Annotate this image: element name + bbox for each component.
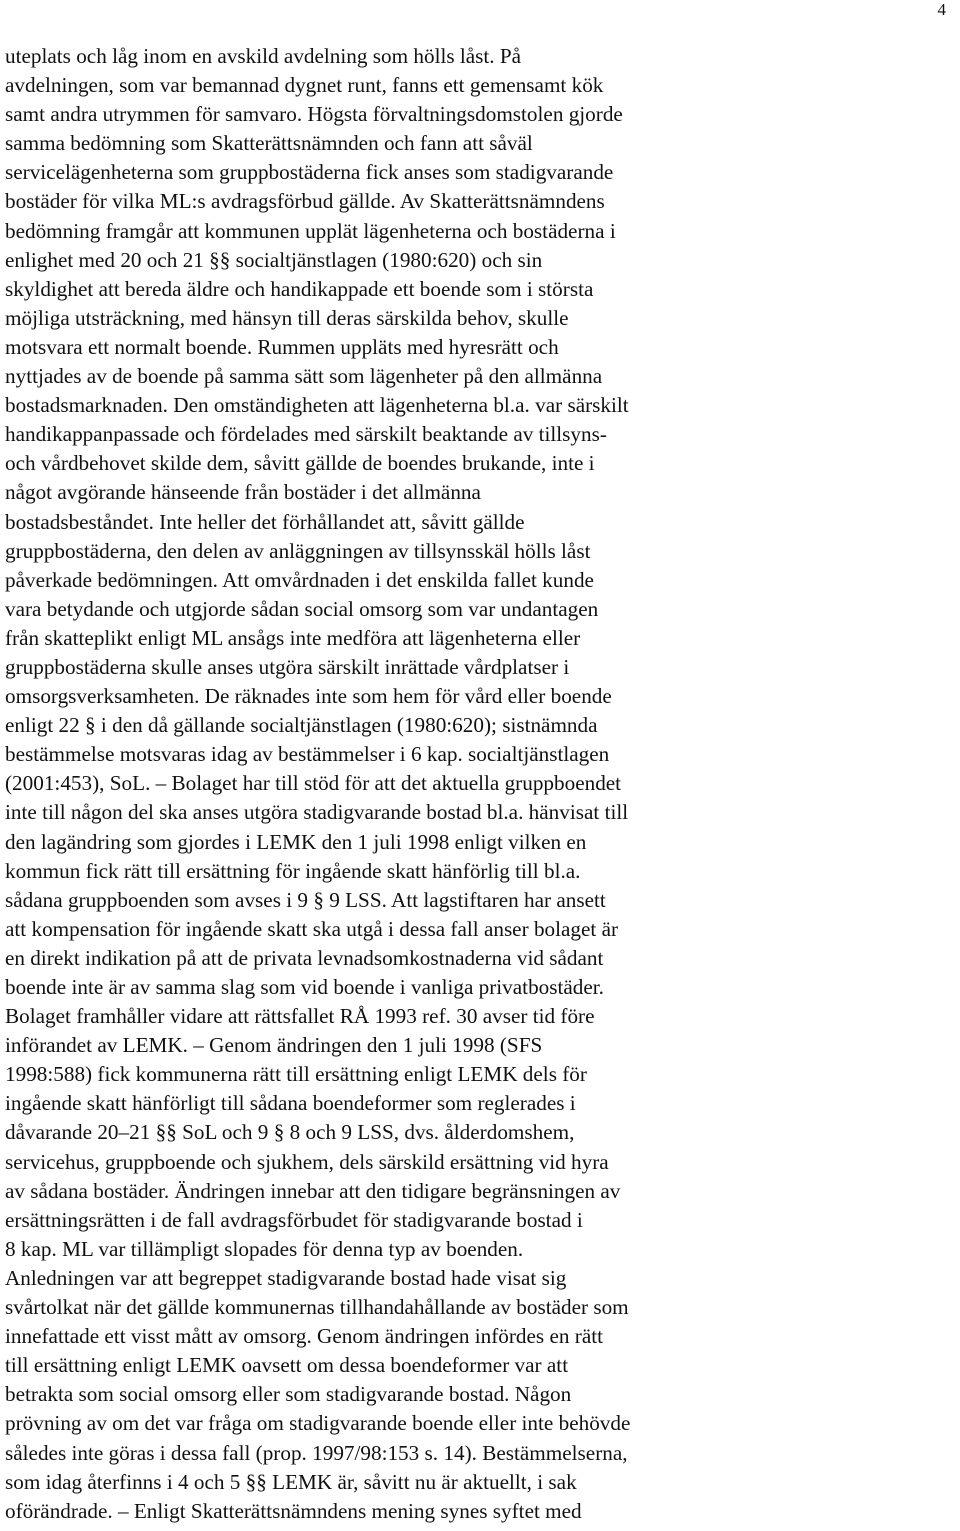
text-line: som idag återfinns i 4 och 5 §§ LEMK är, såvitt nu är aktuellt, i sak xyxy=(5,1469,577,1494)
text-line: Bolaget framhåller vidare att rättsfallet RÅ 1993 ref. 30 avser tid före xyxy=(5,1004,595,1029)
text-line: vara betydande och utgjorde sådan social omsorg som var undantagen xyxy=(5,596,599,621)
text-line: att kompensation för ingående skatt ska utgå i dessa fall anser bolaget är xyxy=(5,916,619,941)
text-line: 1998:588) fick kommunerna rätt till ersättning enligt LEMK dels för xyxy=(5,1062,587,1087)
text-line: motsvara ett normalt boende. Rummen uppläts med hyresrätt och xyxy=(5,334,559,359)
text-line: samt andra utrymmen för samvaro. Högsta förvaltningsdomstolen gjorde xyxy=(5,102,623,127)
text-line: samma bedömning som Skatterättsnämnden och fann att såväl xyxy=(5,131,533,156)
text-line: servicelägenheterna som gruppbostäderna fick anses som stadigvarande xyxy=(5,160,614,185)
text-line: införandet av LEMK. – Genom ändringen den 1 juli 1998 (SFS xyxy=(5,1033,543,1058)
text-line: avdelningen, som var bemannad dygnet runt, fanns ett gemensamt kök xyxy=(5,73,604,98)
text-line: skyldighet att bereda äldre och handikappade ett boende som i största xyxy=(5,276,594,301)
page-number: 4 xyxy=(937,0,946,19)
text-line: servicehus, gruppboende och sjukhem, dels särskild ersättning vid hyra xyxy=(5,1149,609,1174)
text-line: och vårdbehovet skilde dem, såvitt gällde de boendes brukande, inte i xyxy=(5,451,595,476)
text-line: kommun fick rätt till ersättning för ingående skatt hänförlig till bl.a. xyxy=(5,858,581,883)
text-line: från skatteplikt enligt ML ansågs inte medföra att lägenheterna eller xyxy=(5,625,581,650)
text-line: den lagändring som gjordes i LEMK den 1 juli 1998 enligt vilken en xyxy=(5,829,587,854)
text-line: inte till någon del ska anses utgöra stadigvarande bostad bl.a. hänvisat till xyxy=(5,800,629,825)
text-line: sådana gruppboenden som avses i 9 § 9 LSS. Att lagstiftaren har ansett xyxy=(5,887,606,912)
text-line: till ersättning enligt LEMK oavsett om dessa boendeformer var att xyxy=(5,1353,569,1378)
text-line: gruppbostäderna, den delen av anläggningen av tillsynsskäl hölls låst xyxy=(5,538,591,563)
text-line: uteplats och låg inom en avskild avdelning som hölls låst. På xyxy=(5,44,522,68)
text-line: betrakta som social omsorg eller som stadigvarande bostad. Någon xyxy=(5,1382,572,1407)
text-line: innefattade ett visst mått av omsorg. Genom ändringen infördes en rätt xyxy=(5,1324,603,1349)
text-line: svårtolkat när det gällde kommunernas tillhandahållande av bostäder som xyxy=(5,1295,629,1320)
text-line: dåvarande 20–21 §§ SoL och 9 § 8 och 9 LSS, dvs. ålderdomshem, xyxy=(5,1120,575,1145)
text-line: något avgörande hänseende från bostäder i det allmänna xyxy=(5,480,481,505)
text-line: Anledningen var att begreppet stadigvarande bostad hade visat sig xyxy=(5,1265,567,1290)
body-text xyxy=(5,42,955,1526)
text-line: möjliga utsträckning, med hänsyn till deras särskilda behov, skulle xyxy=(5,305,569,330)
text-line: således inte göras i dessa fall (prop. 1997/98:153 s. 14). Bestämmelserna, xyxy=(5,1440,628,1465)
text-line: prövning av om det var fråga om stadigvarande boende eller inte behövde xyxy=(5,1411,631,1436)
text-line: oförändrade. – Enligt Skatterättsnämndens mening synes syftet med xyxy=(5,1498,582,1523)
text-line: enlighet med 20 och 21 §§ socialtjänstlagen (1980:620) och sin xyxy=(5,247,543,272)
text-line: bostadsbeståndet. Inte heller det förhållandet att, såvitt gällde xyxy=(5,509,525,534)
text-line: nyttjades av de boende på samma sätt som lägenheter på den allmänna xyxy=(5,364,603,389)
text-line: 8 kap. ML var tillämpligt slopades för denna typ av boenden. xyxy=(5,1236,524,1261)
text-line: handikappanpassade och fördelades med särskilt beaktande av tillsyns- xyxy=(5,422,607,447)
text-line: påverkade bedömningen. Att omvårdnaden i det enskilda fallet kunde xyxy=(5,567,594,592)
text-line: (2001:453), SoL. – Bolaget har till stöd för att det aktuella gruppboendet xyxy=(5,771,622,796)
text-line: bestämmelse motsvaras idag av bestämmelser i 6 kap. socialtjänstlagen xyxy=(5,742,610,767)
text-line: enligt 22 § i den då gällande socialtjänstlagen (1980:620); sistnämnda xyxy=(5,713,598,738)
text-line: bostäder för vilka ML:s avdragsförbud gällde. Av Skatterättsnämndens xyxy=(5,189,605,214)
text-line: bedömning framgår att kommunen upplät lägenheterna och bostäderna i xyxy=(5,218,616,243)
text-line: av sådana bostäder. Ändringen innebar att den tidigare begränsningen av xyxy=(5,1178,621,1203)
text-line: en direkt indikation på att de privata levnadsomkostnaderna vid sådant xyxy=(5,945,604,970)
text-line: ersättningsrätten i de fall avdragsförbudet för stadigvarande bostad i xyxy=(5,1207,583,1232)
text-line: omsorgsverksamheten. De räknades inte som hem för vård eller boende xyxy=(5,684,612,709)
text-line: ingående skatt hänförligt till sådana boendeformer som reglerades i xyxy=(5,1091,576,1116)
text-line: boende inte är av samma slag som vid boende i vanliga privatbostäder. xyxy=(5,975,604,999)
text-line: bostadsmarknaden. Den omständigheten att lägenheterna bl.a. var särskilt xyxy=(5,393,629,418)
text-line: gruppbostäderna skulle anses utgöra särskilt inrättade vårdplatser i xyxy=(5,654,570,679)
